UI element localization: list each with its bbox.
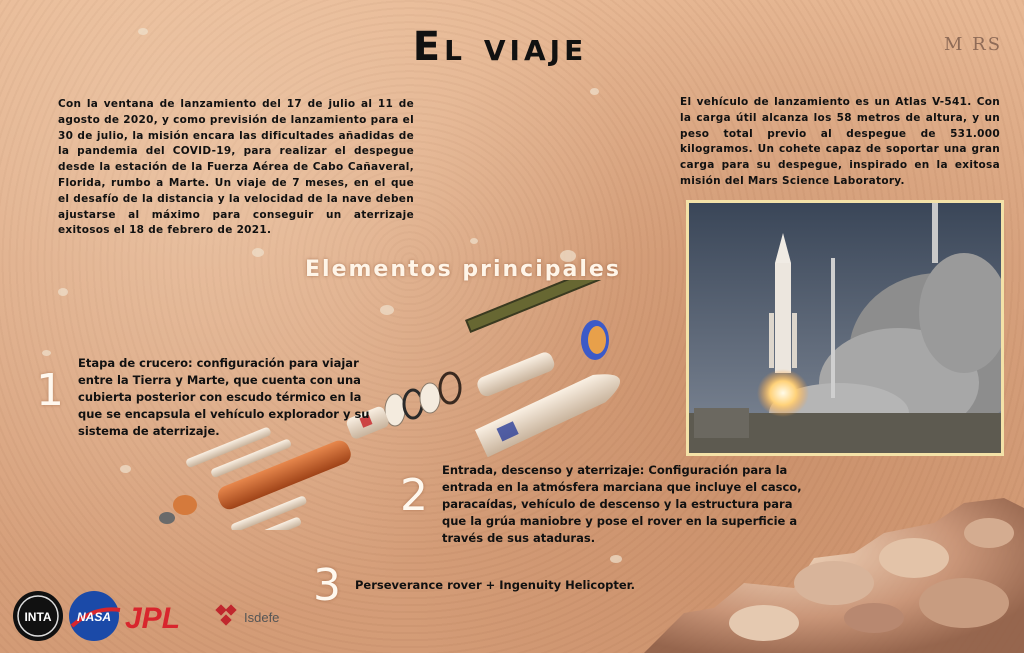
partner-logos xyxy=(12,588,312,644)
adapter-ring xyxy=(420,383,440,413)
adapter-ring xyxy=(440,373,460,403)
pebble xyxy=(120,465,131,473)
pebble xyxy=(590,88,599,95)
inta-logo-text: INTA xyxy=(24,610,52,624)
jpl-logo xyxy=(125,602,180,635)
item-number-1: 1 xyxy=(36,365,64,416)
atlas-launch-image xyxy=(689,203,1001,453)
nasa-logo-text: NASA xyxy=(76,610,112,624)
adapter-ring xyxy=(404,390,422,418)
pebble xyxy=(610,555,622,563)
launch-photo xyxy=(686,200,1004,456)
pebble xyxy=(138,28,148,35)
isdefe-logo-text: Isdefe xyxy=(244,610,280,625)
pebble xyxy=(252,248,264,257)
engine-nozzle xyxy=(159,512,175,524)
item-number-3: 3 xyxy=(313,560,341,611)
pebble xyxy=(58,288,68,296)
item-text-1: Etapa de crucero: configuración para viajar entre la Tierra y Marte, que cuenta con una cubierta posterior con escudo térmico en la que se encapsula el vehículo explorador y su sistema de aterrizaje. xyxy=(78,356,370,438)
heat-shield-core xyxy=(588,326,606,354)
mars-brand-mark: M RS xyxy=(944,34,1003,55)
pebble xyxy=(42,350,51,356)
section-title: Elementos principales xyxy=(305,257,621,282)
item-number-2: 2 xyxy=(400,470,428,521)
inta-logo xyxy=(13,591,63,641)
item-text-2: Entrada, descenso y aterrizaje: Configuración para la entrada en la atmósfera marciana que incluye el casco, paracaídas, vehículo de descenso y la estructura para que la grúa maniobre y pose el rover en la superficie a través de sus ataduras. xyxy=(442,463,802,545)
jpl-logo-text: JPL xyxy=(125,602,181,635)
item-text-3: Perseverance rover + Ingenuity Helicopter. xyxy=(355,578,636,592)
main-engine xyxy=(173,495,197,515)
upper-stage xyxy=(475,350,557,399)
pebble xyxy=(470,238,478,244)
isdefe-logo xyxy=(215,604,279,625)
nasa-logo xyxy=(69,591,120,641)
vehicle-paragraph: El vehículo de lanzamiento es un Atlas V-541. Con la carga útil alcanza los 58 metros de altura, y un peso total previo al despegue de 531.000 kilogramos. Un cohete capaz de soportar una gran carga para su despegue, inspirado en la exitosa misión del Mars Science Laboratory. xyxy=(680,96,1000,187)
page-title: El viaje xyxy=(412,24,588,70)
intro-paragraph: Con la ventana de lanzamiento del 17 de julio al 11 de agosto de 2020, y como previsión de lanzamiento para el 30 de julio, la misión encara las dificultades añadidas de la pandemia del COVID-19, para realizar el despegue desde la estación de la Fuerza Aérea de Cabo Cañaveral, Florida, rumbo a Marte. Un viaje de 7 meses, en el que el desafío de la distancia y la velocidad de la nave deben ajustarse al máximo para conseguir un aterrizaje exitosos el 18 de febrero de 2021. xyxy=(58,98,414,237)
